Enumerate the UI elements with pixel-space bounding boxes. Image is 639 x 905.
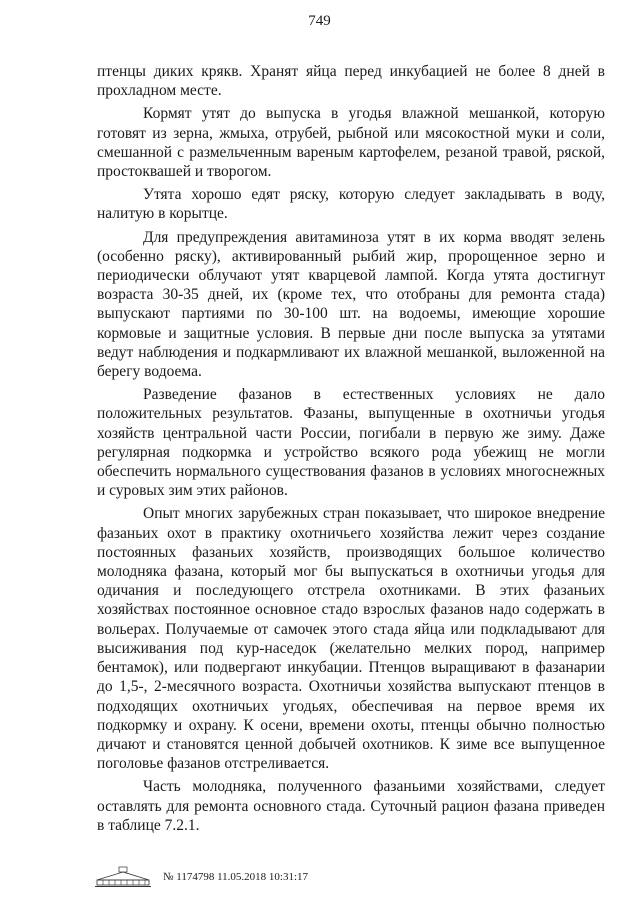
document-registration-number: № 1174798 11.05.2018 10:31:17 xyxy=(163,871,309,883)
paragraph-7: Часть молодняка, полученного фазаньими хозяйствами, следует оставлять для ремонта основного стада. Суточный рацион фазана приведен в таблице 7.2.1. xyxy=(97,778,605,834)
paragraph-4: Для предупреждения авитаминоза утят в их корма вводят зелень (особенно ряску), активированный рыбий жир, пророщенное зерно и периодически облучают утят кварцевой лампой. Когда утята достигнут возраста 30-35 дней, их (кроме тех, что отобраны для ремонта стада) выпускают партиями по 30-100 шт. на водоемы, имеющие хорошие кормовые и защитные условия. В первые дни после выпуска за утятами ведут наблюдения и подкармливают их влажной мешанкой, выложенной на берегу водоема. xyxy=(97,228,605,381)
page-number: 749 xyxy=(308,13,331,29)
document-body xyxy=(97,62,605,839)
paragraph-1: птенцы диких крякв. Хранят яйца перед инкубацией не более 8 дней в прохладном месте. xyxy=(97,63,605,100)
paragraph-6: Опыт многих зарубежных стран показывает, что широкое внедрение фазаньих охот в практику охотничьего хозяйства лежит через создание постоянных фазаньих хозяйств, производящих большое количество молодняка фазана, который мог бы выпускаться в охотничьи угодья для одичания и последующего отстрела охотниками. В этих фазаньих хозяйствах постоянное основное стадо взрослых фазанов надо содержать в вольерах. Получаемые от самочек этого стада яйца или подкладывают для высиживания под кур-наседок (желательно мелких пород, например бентамок), или подвергают инкубации. Птенцов выращивают в фазанарии до 1,5-, 2-месячного возраста. Охотничьи хозяйства выпускают птенцов в подходящих охотничьих угодьях, обеспечивая на первое время их подкормку и охрану. К осени, времени охоты, птенцы обычно полностью дичают и становятся ценной добычей охотников. К зиме все выпущенное поголовье фазанов отстреливается. xyxy=(97,505,605,773)
document-footer xyxy=(93,866,308,888)
paragraph-2: Кормят утят до выпуска в угодья влажной мешанкой, которую готовят из зерна, жмыха, отрубей, рыбной или мясокостной муки и соли, смешанной с размельченным вареным картофелем, резаной травой, ряской, простоквашей и творогом. xyxy=(97,105,605,181)
paragraph-3: Утята хорошо едят ряску, которую следует закладывать в воду, налитую в корытце. xyxy=(97,186,605,223)
building-stamp-icon xyxy=(93,866,153,888)
paragraph-5: Разведение фазанов в естественных условиях не дало положительных результатов. Фазаны, выпущенные в охотничьи угодья хозяйств центральной части России, погибали в первую же зиму. Даже регулярная подкормка и устройство всякого рода убежищ не могли обеспечить нормального существования фазанов в условиях многоснежных и суровых зим этих районов. xyxy=(97,386,605,500)
